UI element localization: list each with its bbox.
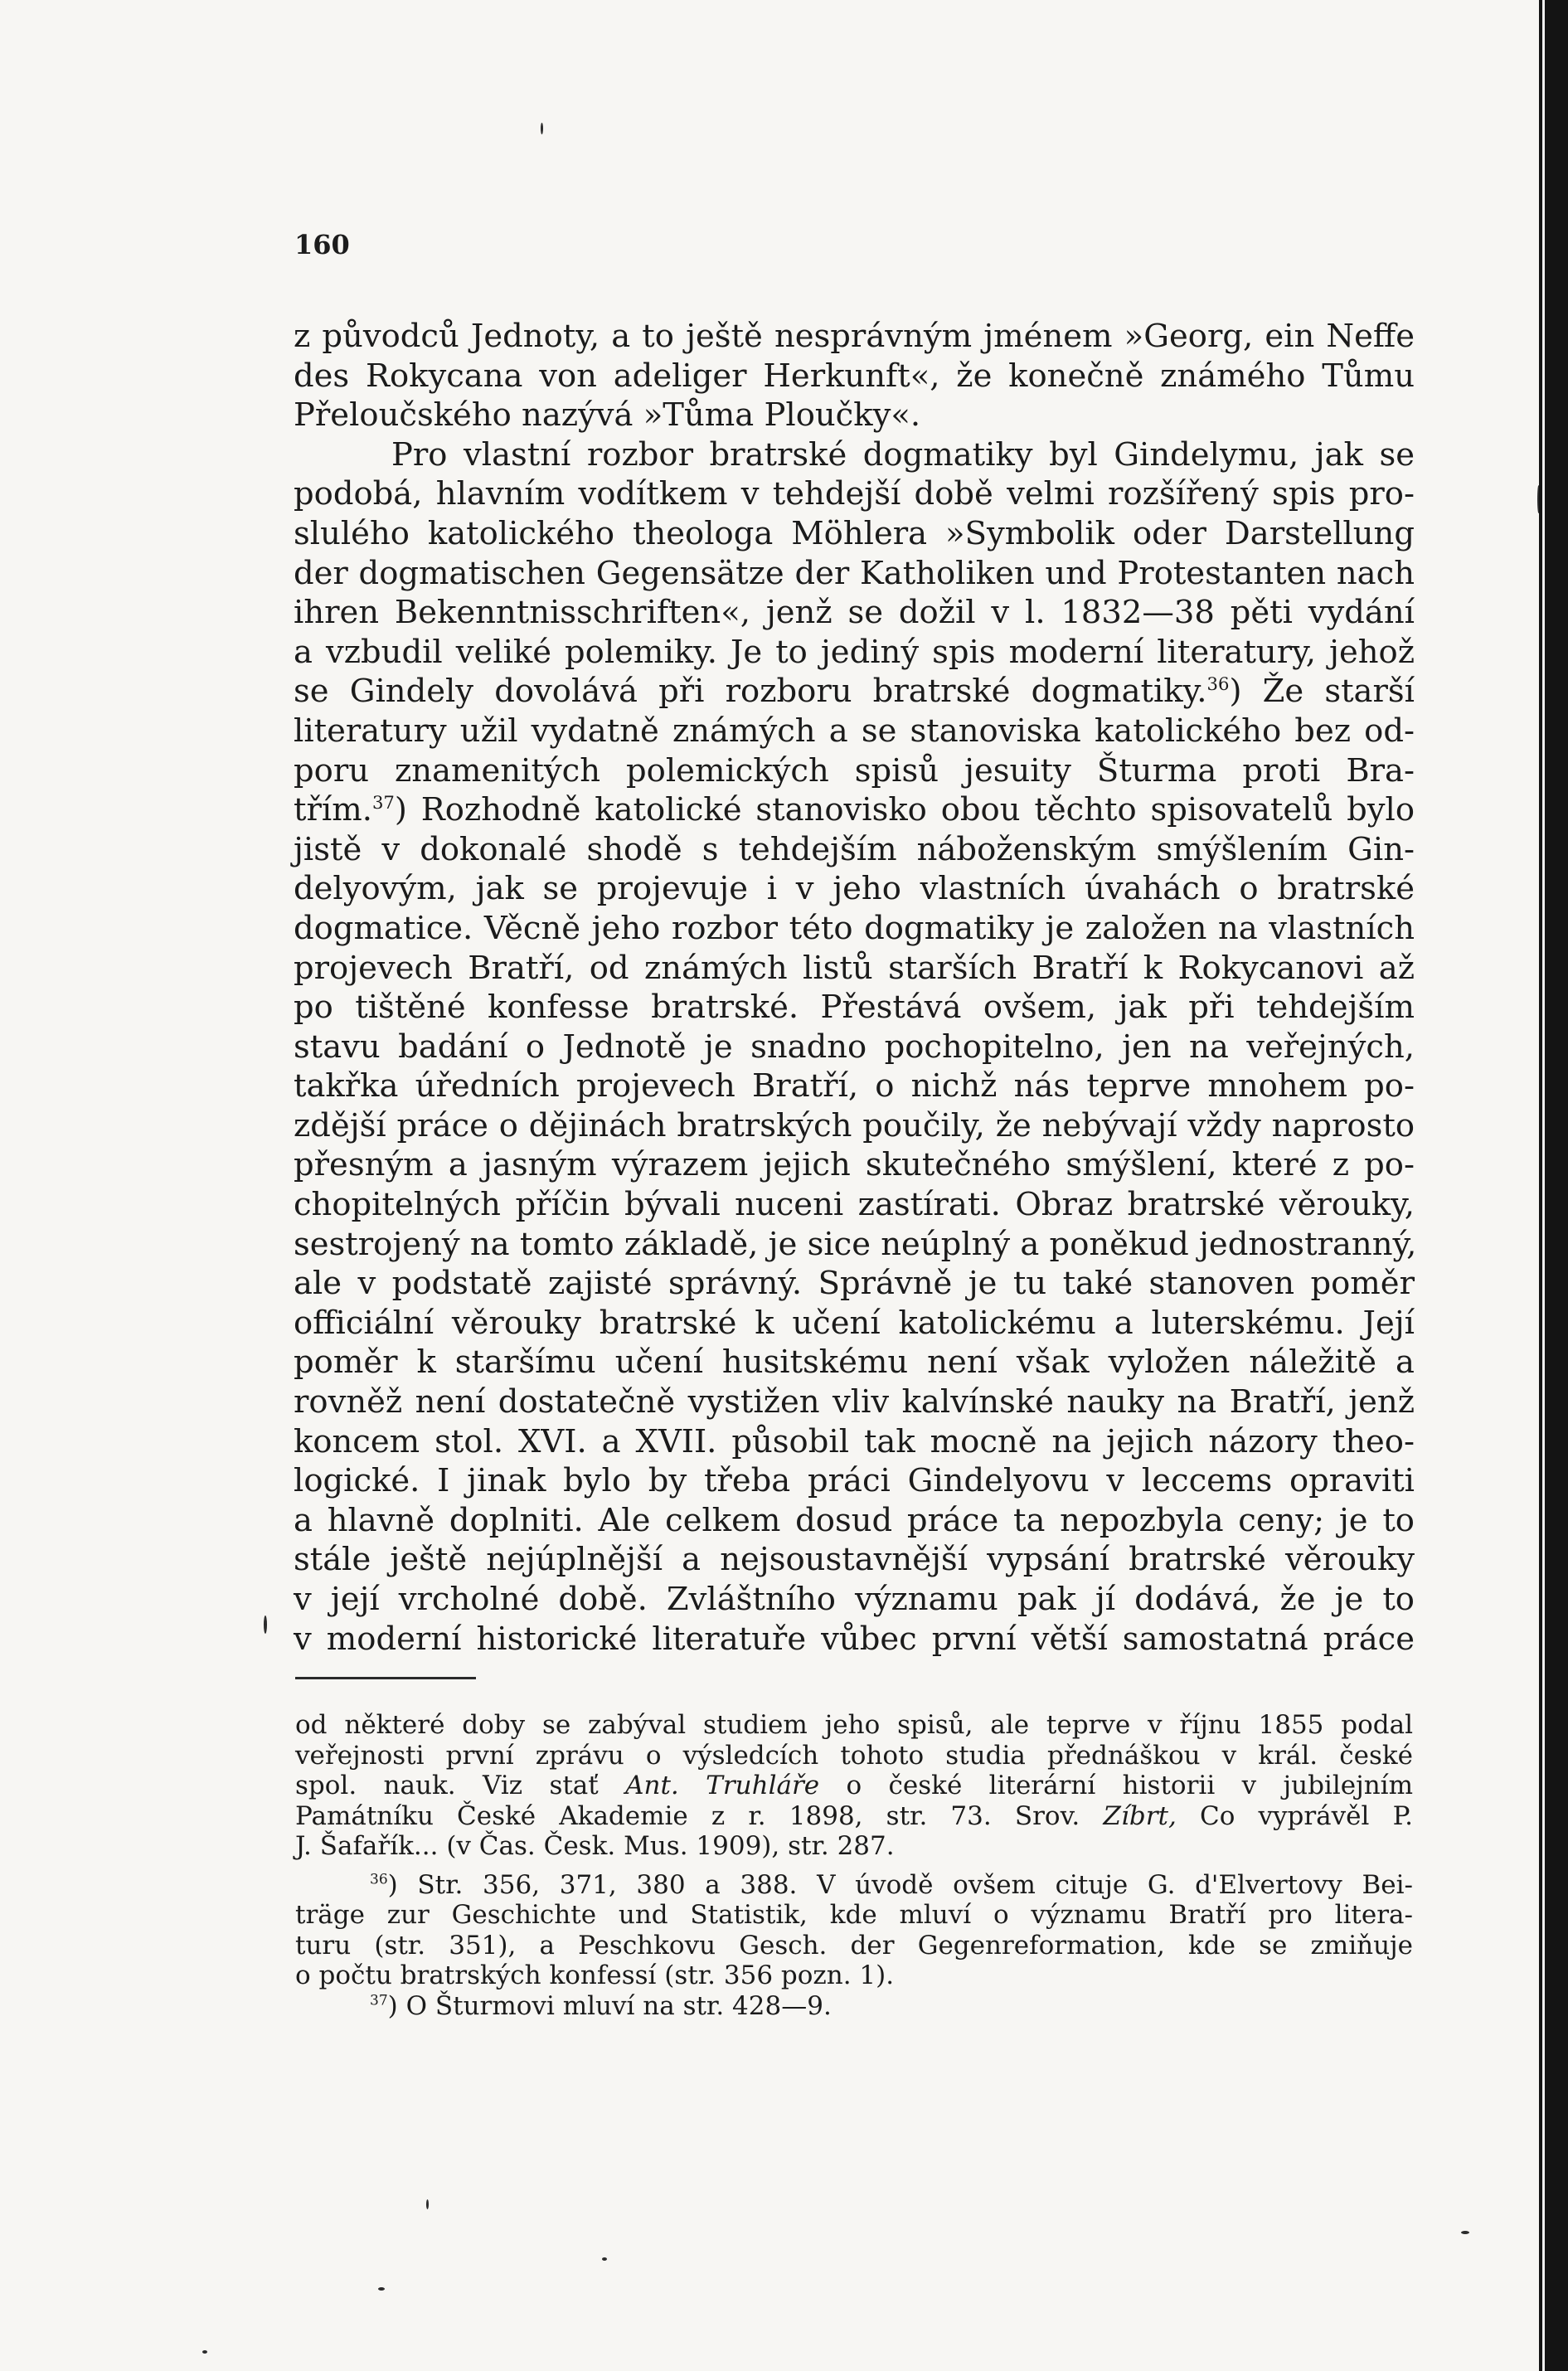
text-fragment: ) Rozhodně katolické stanovisko obou těchto spisovatelů bylo (394, 791, 1415, 829)
scan-speck (602, 2257, 607, 2261)
footnote-36 (295, 1870, 1413, 1901)
text-line: literatury užil vydatně známých a se stanoviska katolického bez od- (294, 712, 1415, 750)
text-line: přesným a jasným výrazem jejich skutečného smýšlení, které z po- (294, 1146, 1415, 1184)
text-line: zdější práce o dějinách bratrských poučily, že nebývají vždy naprosto (294, 1106, 1415, 1144)
scan-speck (264, 1615, 267, 1634)
footnote-line: veřejnosti první zprávu o výsledcích tohoto studia přednáškou v král. české (295, 1740, 1413, 1771)
scan-speck (541, 123, 543, 134)
text-fragment: ) O Šturmovi mluví na str. 428—9. (387, 1990, 832, 2021)
footnote-number: 36 (370, 1871, 388, 1888)
footnote-divider (295, 1677, 476, 1679)
text-line (294, 790, 1415, 830)
text-line: delyovým, jak se projevuje i v jeho vlastních úvahách o bratrské (294, 870, 1415, 908)
text-line: stále ještě nejúplnější a nejsoustavnější vypsání bratrské věrouky (294, 1541, 1415, 1579)
text-fragment: třím. (294, 791, 372, 829)
text-line: officiální věrouky bratrské k učení katolickému a luterskému. Její (294, 1304, 1415, 1342)
text-line: des Rokycana von adeliger Herkunft«, že konečně známého Tůmu (294, 357, 1415, 395)
text-line: a hlavně doplniti. Ale celkem dosud práce ta nepozbyla ceny; je to (294, 1501, 1415, 1539)
text-line: projevech Bratří, od známých listů starších Bratří k Rokycanovi až (294, 949, 1415, 987)
text-fragment: o české literární historii v jubilejním (819, 1771, 1413, 1800)
page-edge (1542, 0, 1545, 2371)
text-fragment: se Gindely dovolává při rozboru bratrské dogmatiky. (294, 673, 1207, 711)
scan-speck (202, 2350, 207, 2354)
text-fragment: ) Str. 356, 371, 380 a 388. V úvodě ovšem cituje G. d'Elvertovy Bei- (387, 1869, 1413, 1900)
text-line: chopitelných příčin bývali nuceni zastírati. Obraz bratrské věrouky, (294, 1186, 1415, 1224)
text-line: z původců Jednoty, a to ještě nesprávným jménem »Georg, ein Neffe (294, 318, 1415, 355)
scan-speck (1461, 2231, 1469, 2234)
footnote-number: 37 (370, 1992, 388, 2009)
text-line: der dogmatischen Gegensätze der Katholiken und Protestanten nach (294, 554, 1415, 592)
text-line: v její vrcholné době. Zvláštního významu pak jí dodává, že je to (294, 1581, 1415, 1618)
body-text (294, 317, 1415, 1659)
scan-border (1539, 0, 1568, 2371)
footnote-line: o počtu bratrských konfessí (str. 356 pozn. 1). (295, 1960, 895, 1990)
text-line: ale v podstatě zajisté správný. Správně je tu také stanoven poměr (294, 1265, 1415, 1303)
text-line: dogmatice. Věcně jeho rozbor této dogmatiky je založen na vlastních (294, 909, 1415, 947)
footnote-line (295, 1771, 1413, 1801)
text-fragment: Co vyprávěl P. (1176, 1800, 1414, 1831)
text-line: Přeloučského nazývá »Tůma Ploučky«. (294, 396, 921, 435)
text-line: sestrojený na tomto základě, je sice neúplný a poněkud jednostranný, (294, 1225, 1417, 1263)
author-name: Ant. Truhláře (625, 1771, 820, 1800)
scan-speck (426, 2199, 429, 2209)
text-line: logické. I jinak bylo by třeba práci Gindelyovu v leccems opraviti (294, 1462, 1415, 1500)
text-line: v moderní historické literatuře vůbec první větší samostatná práce (294, 1620, 1415, 1658)
footnote-line: J. Šafařík... (v Čas. Česk. Mus. 1909), str. 287. (295, 1831, 895, 1861)
footnote-mark-36: 36 (1206, 673, 1230, 695)
footnote-line: träge zur Geschichte und Statistik, kde mluví o významu Bratří pro litera- (295, 1900, 1413, 1930)
text-line: a vzbudil veliké polemiky. Je to jediný spis moderní literatury, jehož (294, 633, 1415, 671)
text-line (294, 672, 1415, 712)
text-line: koncem stol. XVI. a XVII. působil tak mocně na jejich názory theo- (294, 1422, 1415, 1460)
author-name: Zíbrt, (1103, 1800, 1177, 1831)
text-line: po tištěné konfesse bratrské. Přestává ovšem, jak při tehdejším (294, 989, 1415, 1027)
text-line: poměr k staršímu učení husitskému není však vyložen náležitě a (294, 1343, 1415, 1382)
footnote-line (295, 1801, 1413, 1832)
text-line: rovněž není dostatečně vystižen vliv kalvínské nauky na Bratří, jenž (294, 1383, 1415, 1421)
footnote-line: od některé doby se zabýval studiem jeho spisů, ale teprve v říjnu 1855 podal (295, 1710, 1413, 1740)
text-line: takřka úředních projevech Bratří, o nichž nás teprve mnohem po- (294, 1067, 1415, 1105)
footnote-37 (295, 1991, 1413, 2022)
text-line: podobá, hlavním vodítkem v tehdejší době velmi rozšířený spis pro- (294, 475, 1415, 513)
text-line: slulého katolického theologa Möhlera »Symbolik oder Darstellung (294, 514, 1415, 552)
text-line: poru znamenitých polemických spisů jesuity Šturma proti Bra- (294, 751, 1415, 790)
text-line: jistě v dokonalé shodě s tehdejším náboženským smýšlením Gin- (294, 830, 1415, 868)
text-line: ihren Bekenntnisschriften«, jenž se dožil v l. 1832—38 pěti vydání (294, 594, 1415, 632)
footnote-mark-37: 37 (371, 792, 395, 814)
page-number: 160 (294, 229, 350, 260)
text-line: Pro vlastní rozbor bratrské dogmatiky byl Gindelymu, jak se (391, 435, 1415, 474)
scan-speck (378, 2287, 385, 2291)
text-line: stavu badání o Jednotě je snadno pochopitelno, jen na veřejných, (294, 1028, 1415, 1066)
text-fragment: Památníku České Akademie z r. 1898, str. 73. Srov. (295, 1800, 1104, 1831)
footnote-line: turu (str. 351), a Peschkovu Gesch. der Gegenreformation, kde se zmiňuje (295, 1930, 1413, 1960)
text-fragment: ) Že starší (1229, 673, 1415, 711)
footnotes (295, 1710, 1413, 2021)
text-fragment: spol. nauk. Viz stať (295, 1771, 626, 1800)
